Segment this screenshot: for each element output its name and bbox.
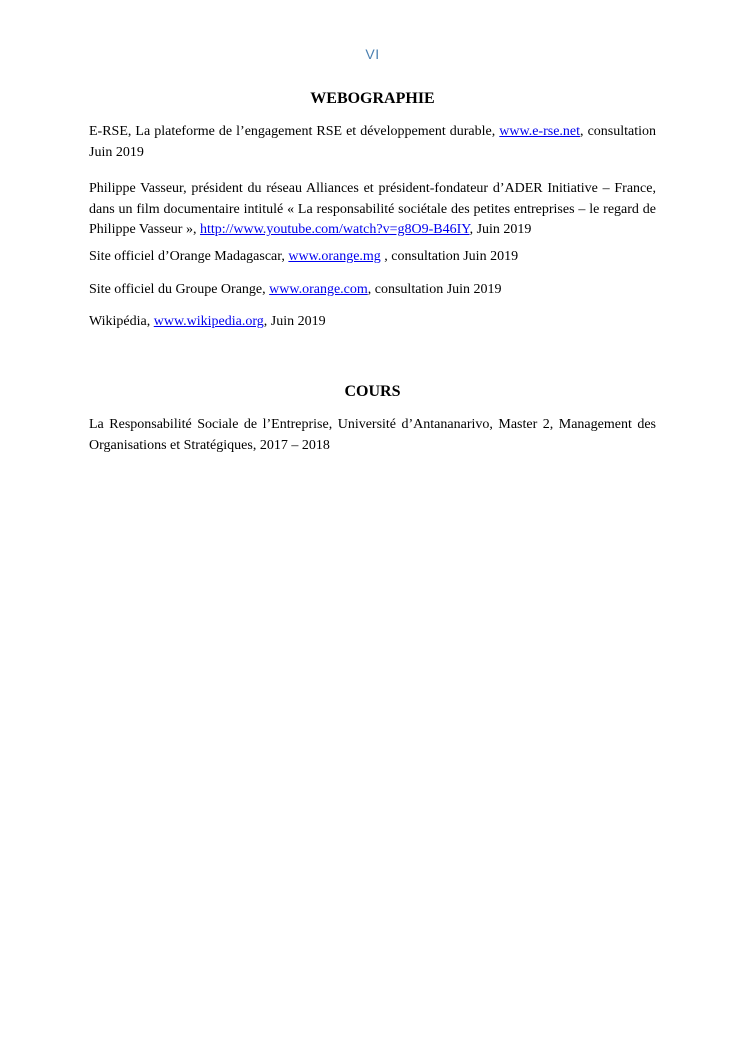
orange-mg-link[interactable]: www.orange.mg xyxy=(288,249,381,264)
entry-text: Site officiel d’Orange Madagascar, xyxy=(89,249,289,264)
entry-text: , consultation Juin 2019 xyxy=(380,249,519,264)
entry-text: Philippe Vasseur, président du réseau Alliances et président-fondateur d’ADER Initiative – France, dans un film documentaire intitulé « La responsabilité sociétale des petites entreprises – le regard de Philippe Vasseur », xyxy=(89,181,656,237)
entry-text: Wikipédia, xyxy=(89,314,154,329)
webography-entry-wikipedia xyxy=(89,312,656,333)
entry-text: , consultation Juin 2019 xyxy=(367,282,502,297)
entry-text: , Juin 2019 xyxy=(263,314,326,329)
entry-text: , Juin 2019 xyxy=(469,222,532,237)
entry-text: Site officiel du Groupe Orange, xyxy=(89,282,270,297)
entry-text: , consultation Juin 2019 xyxy=(89,124,657,160)
wikipedia-link[interactable]: www.wikipedia.org xyxy=(153,314,264,329)
e-rse-link[interactable]: www.e-rse.net xyxy=(499,124,581,139)
webography-entry-groupe-orange xyxy=(89,280,656,301)
entry-text: E-RSE, La plateforme de l’engagement RSE et développement durable, xyxy=(89,124,500,139)
webography-entry-orange-madagascar xyxy=(89,247,656,268)
webography-entry-vasseur xyxy=(89,179,656,241)
course-entry: La Responsabilité Sociale de l’Entreprise, Université d’Antananarivo, Master 2, Management des Organisations et Stratégiques, 2017 – 2018 xyxy=(89,417,656,453)
orange-com-link[interactable]: www.orange.com xyxy=(269,282,368,297)
webography-entry-e-rse xyxy=(89,122,656,163)
webography-heading: WEBOGRAPHIE xyxy=(310,90,435,107)
page-number: VI xyxy=(365,46,380,62)
youtube-link[interactable]: http://www.youtube.com/watch?v=g8O9-B46IY xyxy=(199,222,470,237)
courses-heading: COURS xyxy=(344,383,401,400)
